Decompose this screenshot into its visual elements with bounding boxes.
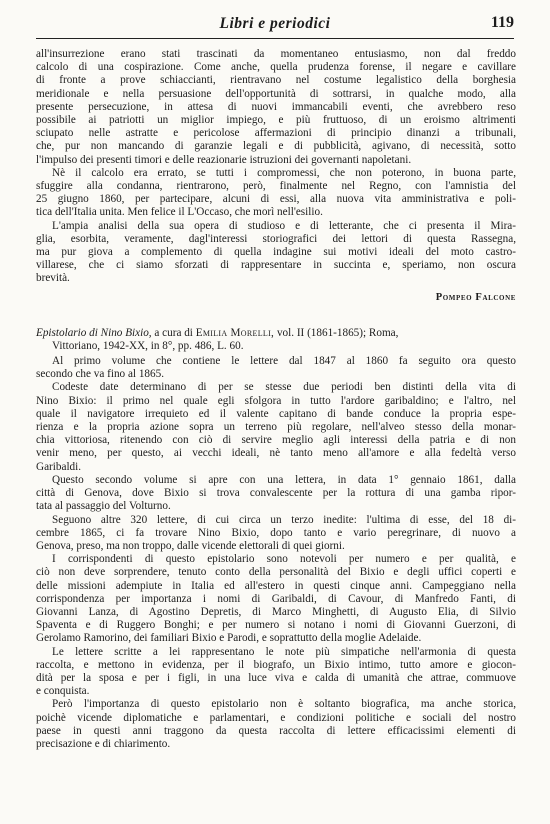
text-line: Giovanni Lanza, di Agostino Depretis, di Marco Minghetti, di Augusto Elia, di Silvio: [36, 605, 516, 618]
reviewer-signature: Pompeo Falcone: [435, 291, 516, 303]
text-line: l'impulso dei presenti timori e delle reazionarie istruzioni dei governanti napoletani.: [36, 153, 412, 166]
book-editor: Emilia Morelli,: [195, 326, 275, 339]
text-line: calcolo di una cospirazione. Come anche, quella prudenza forense, il negare e cavillare: [36, 61, 516, 74]
text-line: tata al passaggio del Volturno.: [36, 500, 171, 513]
text-line: rienza e la propria azione sopra un terreno più regolare, nell'alveo stesso della monar-: [36, 421, 516, 434]
page-number: 119: [490, 14, 514, 31]
text-line: 25 giugno 1860, per partecipare, alcuni di essi, alla nuova vita amministrativa e poli-: [36, 193, 516, 206]
text-line: delle missioni adempiute in Italia ed all'estero in questi cinque anni. Campeggiano nella: [36, 579, 516, 592]
running-header: [36, 14, 514, 39]
text-line: sfuggire alla condanna, rientrarono, però, finalmente nel Regno, con l'amnistia del: [36, 180, 516, 193]
text-line: Questo secondo volume si apre con una lettera, in data 1° gennaio 1861, dalla: [52, 473, 516, 486]
text-line: Al primo volume che contiene le lettere dal 1847 al 1860 fa seguito ora questo: [52, 355, 516, 368]
text-line: corrispondenza per importanza i nomi di Garibaldi, di Cavour, di Manfredo Fanti, di: [36, 592, 516, 605]
text-line: L'ampia analisi della sua opera di studioso e di letterante, che ci presenta il Mira-: [52, 219, 516, 232]
ref-volume: vol. II (1861-1865); Roma,: [274, 326, 399, 339]
text-line: Nè il calcolo era errato, se tutti i compromessi, che non poterono, in buona parte,: [52, 166, 516, 179]
text-line: villarese, che ci siamo sforzati di rappresentare in succinta e, speriamo, non oscura: [36, 259, 516, 272]
ref-publication: Vittoriano, 1942-XX, in 8°, pp. 486, L. 60.: [52, 339, 244, 352]
text-line: Nino Bixio: il primo nel quale egli sfolgora in tutto l'ardore garibaldino; e l'altro, nel: [36, 394, 516, 407]
text-line: Codeste date determinano di per se stesse due periodi ben distinti della vita di: [52, 381, 516, 394]
text-line: Le lettere scritte a lei rappresentano le note più simpatiche nell'armonia di questa: [52, 645, 516, 658]
text-line: I corrispondenti di questo epistolario sono notevoli per numero e per qualità, e: [52, 553, 516, 566]
text-line: paese in questi anni traggono da questa raccolta di lettere efficacissimi elementi di: [36, 724, 516, 737]
text-line: Gerolamo Ramorino, dei familiari Bixio e Parodi, e soprattutto della moglie Adelaide.: [36, 632, 422, 645]
text-line: ma pur giova a complemento di quella indagine sui motivi ideali del moto castro-: [36, 246, 516, 259]
journal-section-title: Libri e periodici: [219, 15, 331, 32]
page-body: [36, 48, 516, 751]
text-line: e conquista.: [36, 685, 90, 698]
review-falcone: [36, 48, 516, 286]
book-title: Epistolario di Nino Bixio,: [36, 326, 152, 339]
text-line: tica dell'Italia unita. Men felice il L'Occaso, che morì nell'esilio.: [36, 206, 323, 219]
bibliographic-reference: [36, 327, 516, 353]
text-line: quale il navigatore irrequieto ed il valente capitano di bande conduce la propria espe-: [36, 407, 516, 420]
text-line: Genova, preso, ma non troppo, dalle vicende elettorali di quei giorni.: [36, 539, 345, 552]
text-line: raccolta, e mettono in evidenza, per il biografo, un Bixio intimo, tutto amore e giocon-: [36, 658, 516, 671]
review-bixio: [36, 355, 516, 751]
ref-curatorship: a cura di: [151, 326, 196, 339]
text-line: di fronte a prove schiaccianti, rientravano nel costume legalistico della borghesia: [36, 74, 516, 87]
text-line: Spaventa e di Ruggero Bonghi; e per numero si notano i nomi di Giovanni Guerzoni, di: [36, 619, 516, 632]
text-line: cembre 1865, ci fa trovare Nino Bixio, dopo tanto e vario peregrinare, di nuovo a: [36, 526, 516, 539]
text-line: possibile ai patriotti un miglior impiego, e più fruttuoso, di un eroismo altrimenti: [36, 114, 516, 127]
text-line: Seguono altre 320 lettere, di cui circa un terzo inedite: l'ultima di esse, del 18 di-: [52, 513, 516, 526]
text-line: città di Genova, dove Bixio si trova convalescente per la rottura di una gamba ripor-: [36, 487, 516, 500]
text-line: ciò non deve sorprendere, tenuto conto della personalità del Bixio e degli uffici coperti e: [36, 566, 516, 579]
text-line: all'insurrezione erano stati trascinati da momentaneo entusiasmo, non dal freddo: [36, 48, 516, 60]
text-line: sciupato nelle astratte e pericolose affermazioni di principio dinanzi a tribunali,: [36, 127, 516, 140]
text-line: Però l'importanza di questo epistolario non è soltanto biografica, ma anche storica,: [52, 698, 516, 711]
text-line: meridionale e nella persuasione dell'opportunità di sottrarsi, in qualche modo, alla: [36, 87, 516, 100]
text-line: presente persecuzione, in attesa di nuovi immancabili eventi, che avrebbero reso: [36, 100, 516, 113]
text-line: poichè vicende diplomatiche e parlamentari, e condizioni politiche e sociali del nostro: [36, 711, 516, 724]
text-line: dità per la sposa e per i figli, in una luce viva e calda di umanità che attrae, commuove: [36, 671, 516, 684]
text-line: glia, esorbita, veramente, dagl'interessi storiografici dei lettori di questa Rassegna,: [36, 232, 516, 245]
text-line: precisazione e di chiarimento.: [36, 737, 171, 750]
text-line: chia vittoriosa, ritenendo con ciò di servire meglio agli interessi della patria e di non: [36, 434, 516, 447]
text-line: brevità.: [36, 272, 70, 285]
text-line: secondo che va fino al 1865.: [36, 368, 164, 381]
text-line: Garibaldi.: [36, 460, 82, 473]
text-line: venir meno, per questo, ai vecchi ideali, nè tanto meno all'amore e alla fedeltà verso: [36, 447, 516, 460]
text-line: che, pur non mancando di garanzie legali e di pubblicità, agivano, di necessità, sotto: [36, 140, 516, 153]
